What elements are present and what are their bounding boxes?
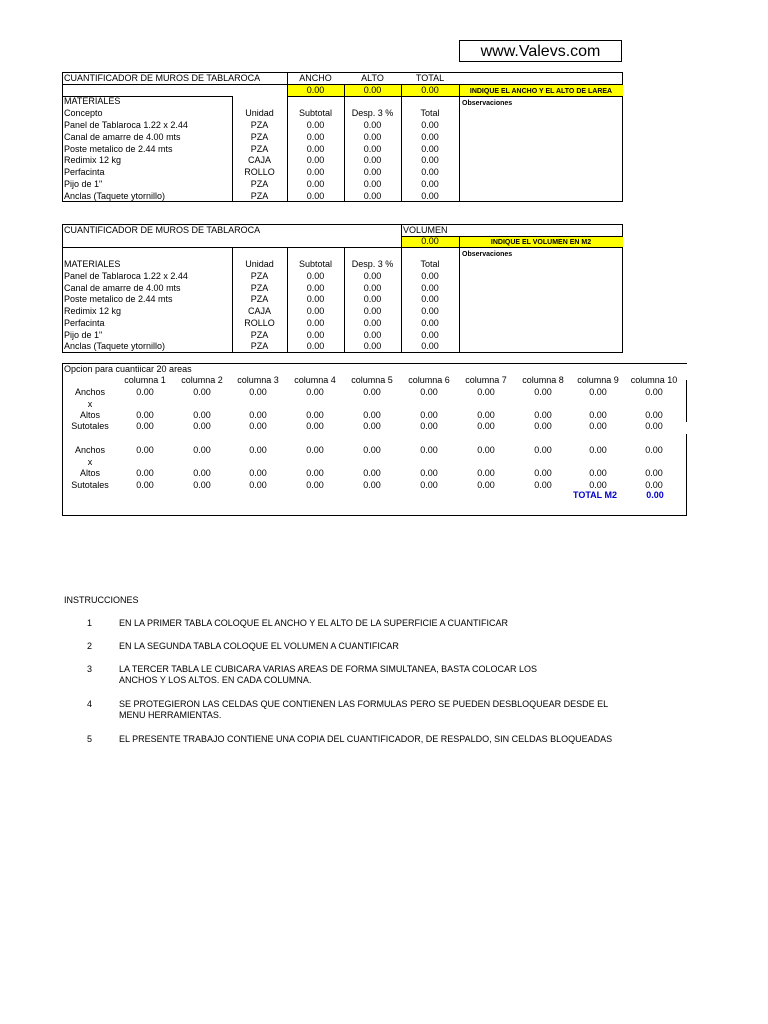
column-header: columna 5 xyxy=(351,375,393,385)
instructions-heading: INSTRUCCIONES xyxy=(64,595,139,605)
table-cell: 0.00 xyxy=(421,317,439,328)
ancho-input[interactable]: 0.00 xyxy=(534,445,552,455)
row-label-subtotales: Sutotales xyxy=(71,421,109,431)
table-cell: 0.00 xyxy=(363,282,382,293)
table-cell: 0.00 xyxy=(421,167,439,178)
divider xyxy=(62,363,63,516)
table-cell: 0.00 xyxy=(306,329,325,340)
table-1-title: CUANTIFICADOR DE MUROS DE TABLAROCA xyxy=(64,73,261,83)
column-header: columna 10 xyxy=(630,375,678,385)
ancho-input[interactable]: 0.00 xyxy=(306,445,324,455)
subtotal-cell: 0.00 xyxy=(477,421,495,431)
instruction-text-cont: ANCHOS Y LOS ALTOS. EN CADA COLUMNA. xyxy=(119,675,312,685)
ancho-input[interactable]: 0.00 xyxy=(193,387,211,397)
total-m2-value: 0.00 xyxy=(646,490,664,500)
col-desp: Desp. 3 % xyxy=(351,108,394,118)
ancho-input[interactable]: 0.00 xyxy=(477,387,495,397)
table-cell: 0.00 xyxy=(363,167,382,178)
subtotal-cell: 0.00 xyxy=(306,480,324,490)
ancho-input[interactable]: 0.00 xyxy=(645,387,663,397)
material-name: Poste metalico de 2.44 mts xyxy=(64,294,173,305)
material-name: Anclas (Taquete ytornillo) xyxy=(64,190,166,201)
col-desp: Desp. 3 % xyxy=(351,259,394,269)
subtotal-cell: 0.00 xyxy=(136,480,154,490)
table-cell: 0.00 xyxy=(306,271,325,281)
instruction-text: LA TERCER TABLA LE CUBICARA VARIAS AREAS DE FORMA SIMULTANEA, BASTA COLOCAR LOS xyxy=(119,664,537,674)
alto-input[interactable]: 0.00 xyxy=(363,468,381,478)
table-2-title: CUANTIFICADOR DE MUROS DE TABLAROCA xyxy=(64,225,261,235)
subtotal-cell: 0.00 xyxy=(589,421,607,431)
table-cell: CAJA xyxy=(247,155,271,166)
divider xyxy=(686,380,687,422)
table-cell: 0.00 xyxy=(306,131,325,142)
ancho-input[interactable]: 0.00 xyxy=(249,387,267,397)
table-cell: 0.00 xyxy=(421,329,439,340)
table-cell: 0.00 xyxy=(421,120,439,130)
header-volumen: VOLUMEN xyxy=(403,225,448,235)
row-label-x: x xyxy=(87,399,93,409)
table-3-title: Opcion para cuantiicar 20 areas xyxy=(64,364,192,374)
instruction-number: 1 xyxy=(87,618,93,628)
column-header: columna 9 xyxy=(577,375,619,385)
header-alto: ALTO xyxy=(361,73,384,83)
subtotal-cell: 0.00 xyxy=(306,421,324,431)
table-1-hint: INDIQUE EL ANCHO Y EL ALTO DE LAREA xyxy=(469,88,613,95)
table-cell: 0.00 xyxy=(306,155,325,166)
alto-input[interactable]: 0.00 xyxy=(193,410,211,420)
observaciones-label: Observaciones xyxy=(462,100,513,107)
instruction-text: EN LA SEGUNDA TABLA COLOQUE EL VOLUMEN A CUANTIFICAR xyxy=(119,641,399,651)
ancho-input[interactable]: 0.00 xyxy=(306,387,324,397)
table-cell: 0.00 xyxy=(306,190,325,201)
ancho-input[interactable]: 0.00 xyxy=(136,387,154,397)
alto-input[interactable]: 0.00 xyxy=(136,410,154,420)
subtotal-cell: 0.00 xyxy=(193,480,211,490)
alto-input[interactable]: 0.00 xyxy=(136,468,154,478)
material-name: Perfacinta xyxy=(64,167,105,178)
column-header: columna 1 xyxy=(124,375,166,385)
table-cell: 0.00 xyxy=(363,341,382,352)
table-cell: 0.00 xyxy=(421,294,439,305)
ancho-input[interactable]: 0.00 xyxy=(645,445,663,455)
ancho-input[interactable]: 0.00 xyxy=(477,445,495,455)
table-cell: 0.00 xyxy=(306,120,325,130)
header-ancho: ANCHO xyxy=(299,73,332,83)
alto-input[interactable]: 0.00 xyxy=(420,410,438,420)
table-cell: 0.00 xyxy=(421,282,439,293)
instruction-text: EL PRESENTE TRABAJO CONTIENE UNA COPIA DEL CUANTIFICADOR, DE RESPALDO, SIN CELDAS BLOQUEADAS xyxy=(119,734,613,744)
col-subtotal: Subtotal xyxy=(298,259,333,269)
alto-input[interactable]: 0.00 xyxy=(306,468,324,478)
subtotal-cell: 0.00 xyxy=(249,480,267,490)
table-cell: PZA xyxy=(250,271,269,281)
row-label-anchos: Anchos xyxy=(74,445,106,455)
table-cell: 0.00 xyxy=(363,190,382,201)
col-concepto: Concepto xyxy=(64,108,103,118)
instruction-text: SE PROTEGIERON LAS CELDAS QUE CONTIENEN LAS FORMULAS PERO SE PUEDEN DESBLOQUEAR DESDE EL xyxy=(119,699,609,709)
table-cell: PZA xyxy=(250,190,269,201)
col-total: Total xyxy=(420,108,440,118)
material-name: Panel de Tablaroca 1.22 x 2.44 xyxy=(64,120,188,130)
table-cell: 0.00 xyxy=(363,120,382,130)
table-cell: 0.00 xyxy=(421,306,439,317)
table-cell: 0.00 xyxy=(306,179,325,189)
instruction-number: 5 xyxy=(87,734,93,744)
total-m2-label: TOTAL M2 xyxy=(572,490,617,500)
table-cell: 0.00 xyxy=(421,341,439,352)
subtotal-cell: 0.00 xyxy=(363,480,381,490)
table-cell: 0.00 xyxy=(363,329,382,340)
alto-input[interactable]: 0.00 xyxy=(645,468,663,478)
table-cell: 0.00 xyxy=(363,317,382,328)
table-cell: 0.00 xyxy=(421,143,439,154)
ancho-input[interactable]: 0.00 xyxy=(193,445,211,455)
row-label-altos: Altos xyxy=(79,468,100,478)
row-label-anchos: Anchos xyxy=(74,387,106,397)
material-name: Canal de amarre de 4.00 mts xyxy=(64,282,181,293)
ancho-input[interactable]: 0.00 xyxy=(136,445,154,455)
material-name: Poste metalico de 2.44 mts xyxy=(64,143,173,154)
col-materiales: MATERIALES xyxy=(64,259,121,269)
column-header: columna 2 xyxy=(181,375,223,385)
ancho-input[interactable]: 0.00 xyxy=(589,387,607,397)
ancho-input[interactable]: 0.00 xyxy=(363,387,381,397)
material-name: Canal de amarre de 4.00 mts xyxy=(64,131,181,142)
table-cell: 0.00 xyxy=(421,190,439,201)
alto-input[interactable]: 0.00 xyxy=(477,468,495,478)
table-cell: 0.00 xyxy=(421,131,439,142)
alto-input[interactable]: 0.00 xyxy=(193,468,211,478)
table-cell: 0.00 xyxy=(363,271,382,281)
table-cell: 0.00 xyxy=(306,317,325,328)
alto-input[interactable]: 0.00 xyxy=(363,410,381,420)
table-cell: 0.00 xyxy=(306,294,325,305)
material-name: Redimix 12 kg xyxy=(64,306,122,317)
table-cell: CAJA xyxy=(247,306,271,317)
table-cell: 0.00 xyxy=(306,282,325,293)
subtotal-cell: 0.00 xyxy=(589,480,607,490)
instruction-number: 4 xyxy=(87,699,93,709)
header-total: TOTAL xyxy=(415,73,445,83)
table-cell: 0.00 xyxy=(363,155,382,166)
observaciones-label: Observaciones xyxy=(462,251,513,258)
table-cell: 0.00 xyxy=(363,306,382,317)
table-cell: 0.00 xyxy=(306,143,325,154)
ancho-input[interactable]: 0.00 xyxy=(249,445,267,455)
website-link[interactable]: www.Valevs.com xyxy=(459,40,622,62)
col-unidad: Unidad xyxy=(245,108,274,118)
materiales-label: MATERIALES xyxy=(64,96,121,106)
table-cell: 0.00 xyxy=(363,131,382,142)
output-total: 0.00 xyxy=(421,85,439,95)
column-header: columna 6 xyxy=(408,375,450,385)
column-header: columna 7 xyxy=(465,375,507,385)
table-cell: 0.00 xyxy=(363,179,382,189)
table-cell: 0.00 xyxy=(363,294,382,305)
table-cell: 0.00 xyxy=(306,341,325,352)
subtotal-cell: 0.00 xyxy=(249,421,267,431)
table-cell: PZA xyxy=(250,143,269,154)
ancho-input[interactable]: 0.00 xyxy=(420,387,438,397)
alto-input[interactable]: 0.00 xyxy=(249,410,267,420)
input-ancho[interactable]: 0.00 xyxy=(306,85,325,95)
material-name: Perfacinta xyxy=(64,317,105,328)
col-unidad: Unidad xyxy=(245,259,274,269)
subtotal-cell: 0.00 xyxy=(420,421,438,431)
ancho-input[interactable]: 0.00 xyxy=(589,445,607,455)
row-label-subtotales: Sutotales xyxy=(71,480,109,490)
col-subtotal: Subtotal xyxy=(298,108,333,118)
ancho-input[interactable]: 0.00 xyxy=(363,445,381,455)
alto-input[interactable]: 0.00 xyxy=(477,410,495,420)
table-cell: ROLLO xyxy=(244,167,275,178)
column-header: columna 8 xyxy=(522,375,564,385)
table-cell: 0.00 xyxy=(306,167,325,178)
material-name: Pijo de 1" xyxy=(64,329,103,340)
column-header: columna 4 xyxy=(294,375,336,385)
column-header: columna 3 xyxy=(237,375,279,385)
row-label-altos: Altos xyxy=(79,410,100,420)
table-cell: PZA xyxy=(250,179,269,189)
table-cell: PZA xyxy=(250,294,269,305)
alto-input[interactable]: 0.00 xyxy=(534,468,552,478)
alto-input[interactable]: 0.00 xyxy=(534,410,552,420)
subtotal-cell: 0.00 xyxy=(193,421,211,431)
instruction-number: 2 xyxy=(87,641,93,651)
divider xyxy=(62,515,687,516)
table-cell: 0.00 xyxy=(421,271,439,281)
col-total: Total xyxy=(420,259,440,269)
table-cell: ROLLO xyxy=(244,317,275,328)
alto-input[interactable]: 0.00 xyxy=(589,468,607,478)
ancho-input[interactable]: 0.00 xyxy=(534,387,552,397)
subtotal-cell: 0.00 xyxy=(645,480,663,490)
divider xyxy=(686,434,687,516)
material-name: Redimix 12 kg xyxy=(64,155,122,166)
material-name: Pijo de 1" xyxy=(64,179,103,189)
table-cell: 0.00 xyxy=(306,306,325,317)
subtotal-cell: 0.00 xyxy=(534,480,552,490)
material-name: Panel de Tablaroca 1.22 x 2.44 xyxy=(64,271,188,281)
alto-input[interactable]: 0.00 xyxy=(589,410,607,420)
subtotal-cell: 0.00 xyxy=(477,480,495,490)
ancho-input[interactable]: 0.00 xyxy=(420,445,438,455)
table-cell: PZA xyxy=(250,329,269,340)
table-cell: PZA xyxy=(250,282,269,293)
table-cell: 0.00 xyxy=(363,143,382,154)
row-label-x: x xyxy=(87,457,93,467)
alto-input[interactable]: 0.00 xyxy=(306,410,324,420)
subtotal-cell: 0.00 xyxy=(645,421,663,431)
alto-input[interactable]: 0.00 xyxy=(249,468,267,478)
material-name: Anclas (Taquete ytornillo) xyxy=(64,341,166,352)
table-2-hint: INDIQUE EL VOLUMEN EN M2 xyxy=(490,239,592,246)
subtotal-cell: 0.00 xyxy=(534,421,552,431)
subtotal-cell: 0.00 xyxy=(420,480,438,490)
instruction-text: EN LA PRIMER TABLA COLOQUE EL ANCHO Y EL ALTO DE LA SUPERFICIE A CUANTIFICAR xyxy=(119,618,508,628)
alto-input[interactable]: 0.00 xyxy=(645,410,663,420)
table-cell: PZA xyxy=(250,131,269,142)
table-cell: 0.00 xyxy=(421,179,439,189)
table-cell: PZA xyxy=(250,341,269,352)
instruction-number: 3 xyxy=(87,664,93,674)
input-volumen[interactable]: 0.00 xyxy=(421,236,439,246)
table-cell: PZA xyxy=(250,120,269,130)
subtotal-cell: 0.00 xyxy=(136,421,154,431)
instruction-text-cont: MENU HERRAMIENTAS. xyxy=(119,710,222,720)
alto-input[interactable]: 0.00 xyxy=(420,468,438,478)
divider xyxy=(459,236,460,353)
table-cell: 0.00 xyxy=(421,155,439,166)
input-alto[interactable]: 0.00 xyxy=(363,85,382,95)
divider xyxy=(459,84,460,202)
subtotal-cell: 0.00 xyxy=(363,421,381,431)
